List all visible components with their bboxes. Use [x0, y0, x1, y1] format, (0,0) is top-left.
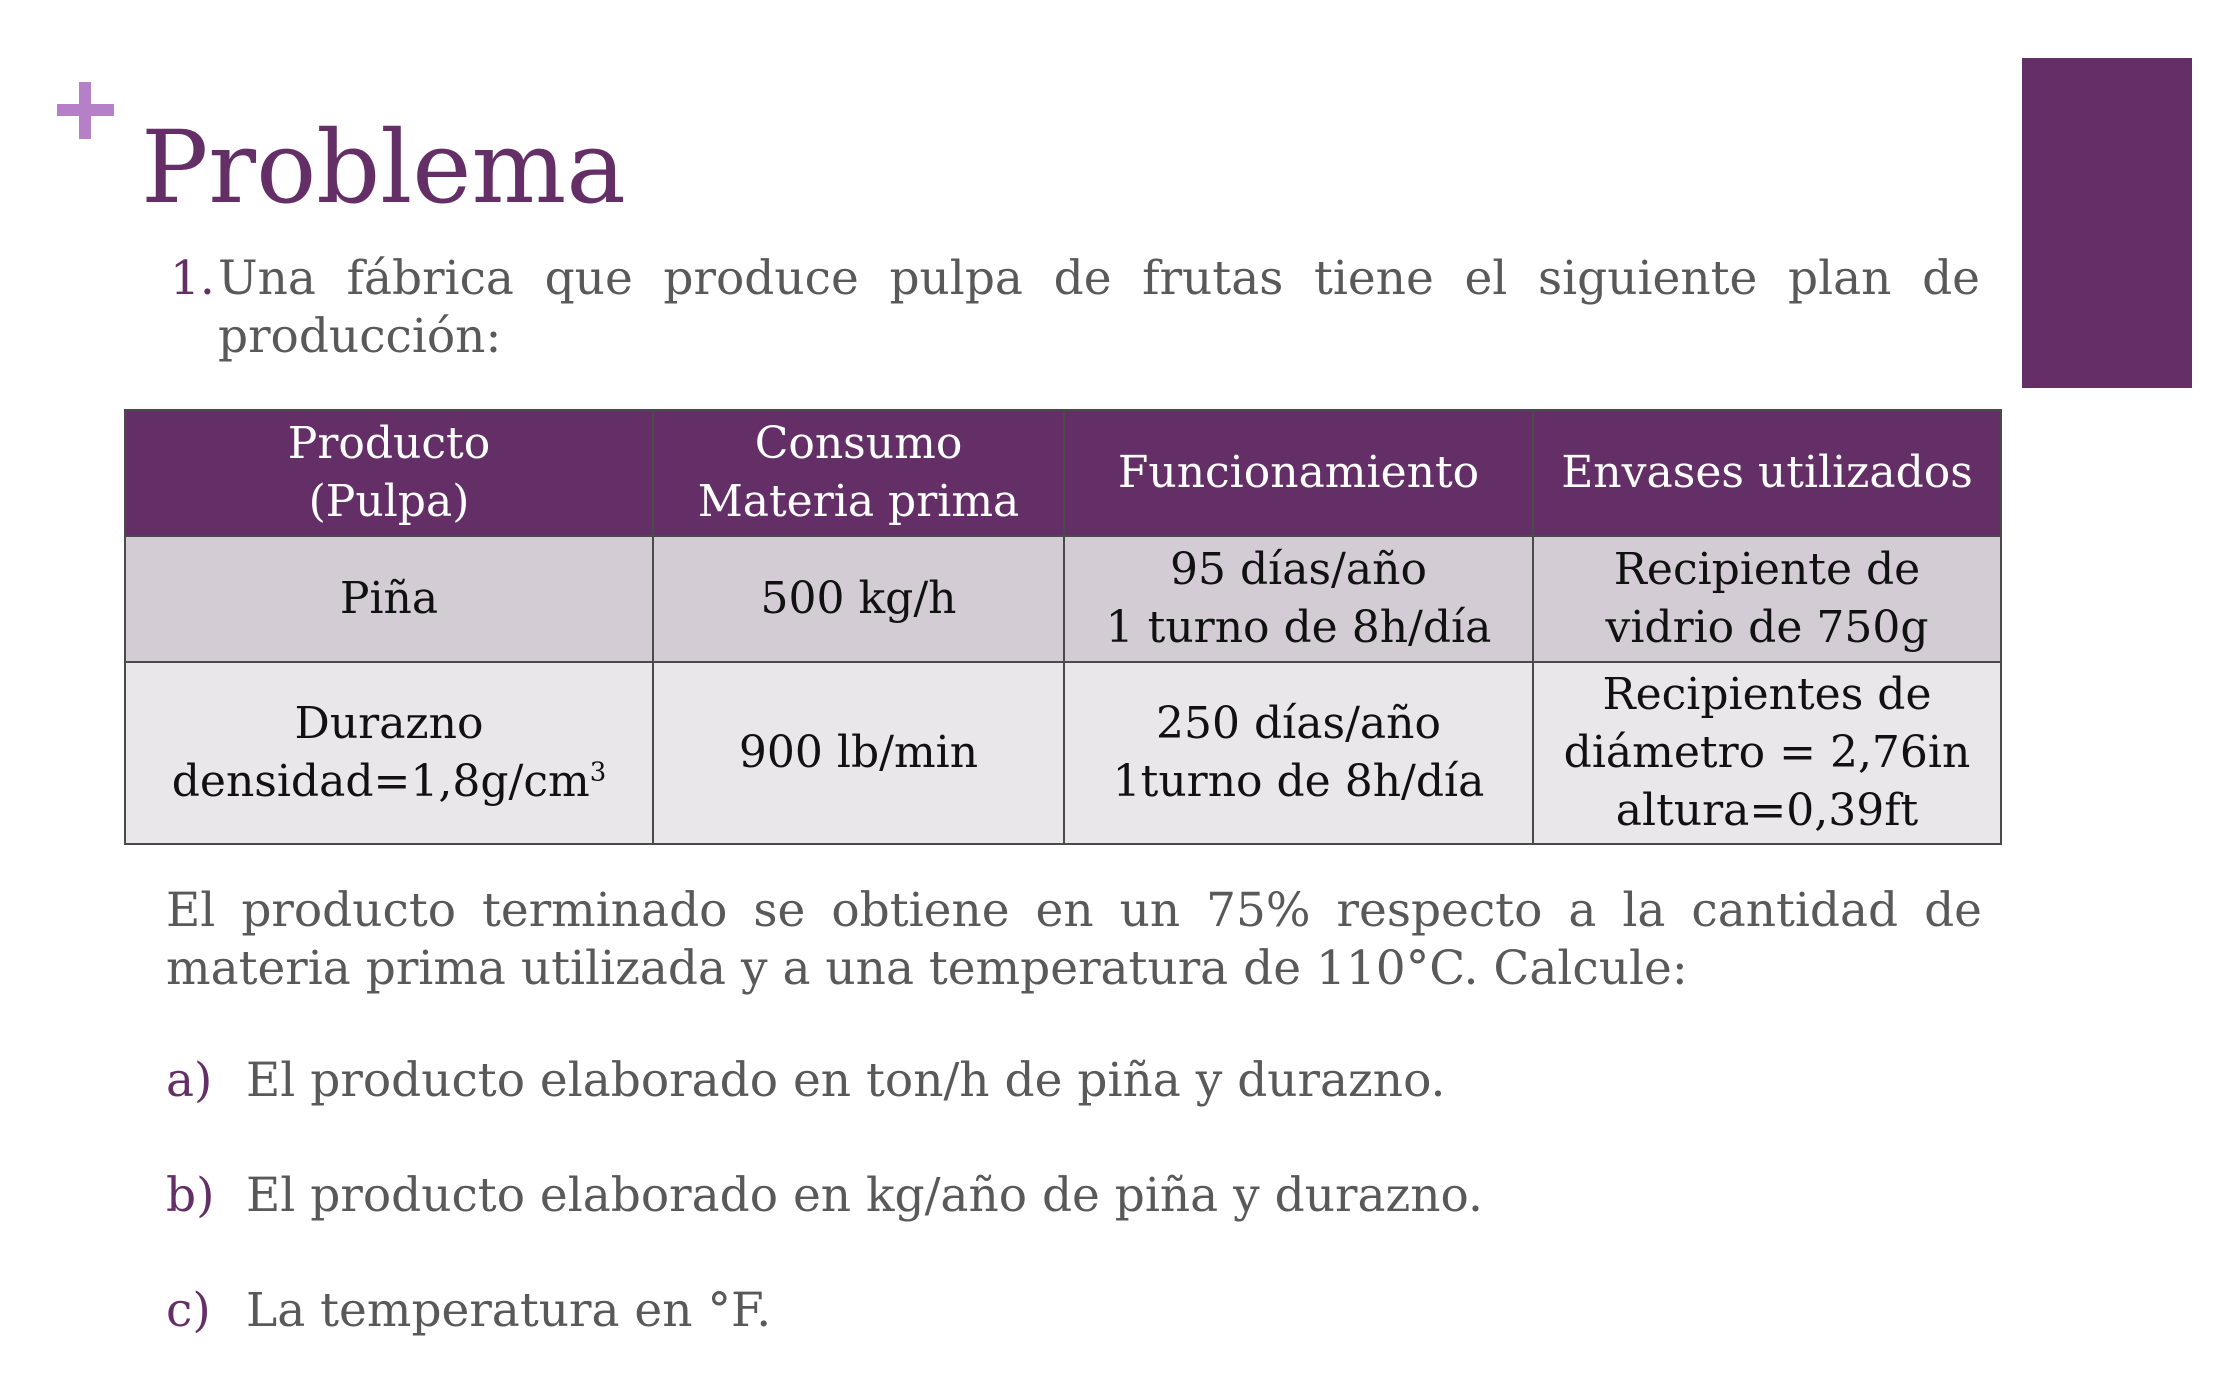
header-consumo — [653, 410, 1064, 536]
cell-line: diámetro = 2,76in — [1563, 727, 1971, 778]
header-line: (Pulpa) — [308, 476, 470, 527]
table-header-row — [125, 410, 2001, 536]
cell-consumo — [653, 536, 1064, 662]
table-row — [125, 536, 2001, 662]
cell-envases — [1533, 662, 2001, 844]
cell-producto — [125, 536, 653, 662]
header-funcionamiento — [1064, 410, 1533, 536]
question-label: c) — [166, 1283, 211, 1338]
cell-line: 1 turno de 8h/día — [1105, 602, 1492, 653]
density-exponent: 3 — [589, 757, 607, 788]
cell-line: 900 lb/min — [738, 727, 979, 778]
header-envases — [1533, 410, 2001, 536]
header-line: Envases utilizados — [1561, 447, 1973, 498]
production-plan-table — [124, 409, 2002, 845]
question-text: La temperatura en °F. — [246, 1283, 772, 1338]
slide-title: Problema — [141, 109, 626, 226]
numbered-item — [170, 250, 1980, 366]
item-number: 1. — [170, 251, 215, 306]
cell-funcionamiento — [1064, 662, 1533, 844]
cell-consumo — [653, 662, 1064, 844]
item-text: Una fábrica que produce pulpa de frutas tiene el siguiente plan de producción: — [218, 251, 1980, 364]
header-line: Producto — [287, 418, 491, 469]
header-producto — [125, 410, 653, 536]
question-b — [166, 1167, 1483, 1225]
header-line: Funcionamiento — [1117, 447, 1480, 498]
cell-line: 500 kg/h — [760, 573, 957, 624]
question-c — [166, 1282, 771, 1340]
cell-producto — [125, 662, 653, 844]
cell-line: altura=0,39ft — [1615, 785, 1919, 836]
question-label: b) — [166, 1168, 215, 1223]
cell-envases — [1533, 536, 2001, 662]
cell-funcionamiento — [1064, 536, 1533, 662]
cell-line: 95 días/año — [1170, 544, 1427, 595]
cell-line — [136, 753, 642, 811]
cell-line: Recipientes de — [1602, 669, 1932, 720]
cell-line: Piña — [339, 573, 439, 624]
plus-icon — [57, 82, 114, 139]
cell-line: 1turno de 8h/día — [1112, 756, 1485, 807]
question-text: El producto elaborado en ton/h de piña y durazno. — [246, 1053, 1446, 1108]
question-text: El producto elaborado en kg/año de piña y durazno. — [246, 1168, 1483, 1223]
accent-block — [2022, 58, 2192, 388]
cell-line: 250 días/año — [1156, 698, 1441, 749]
header-line: Consumo — [754, 418, 963, 469]
question-a — [166, 1052, 1446, 1110]
table-row — [125, 662, 2001, 844]
cell-line: vidrio de 750g — [1605, 602, 1929, 653]
density-text: densidad=1,8g/cm — [171, 756, 590, 807]
header-line: Materia prima — [697, 476, 1020, 527]
cell-line: Recipiente de — [1613, 544, 1921, 595]
problem-statement: El producto terminado se obtiene en un 75% respecto a la cantidad de materia prima utilizada y a una temperatura de 110°C. Calcule: — [166, 883, 1982, 996]
cell-line: Durazno — [294, 698, 484, 749]
question-label: a) — [166, 1053, 213, 1108]
